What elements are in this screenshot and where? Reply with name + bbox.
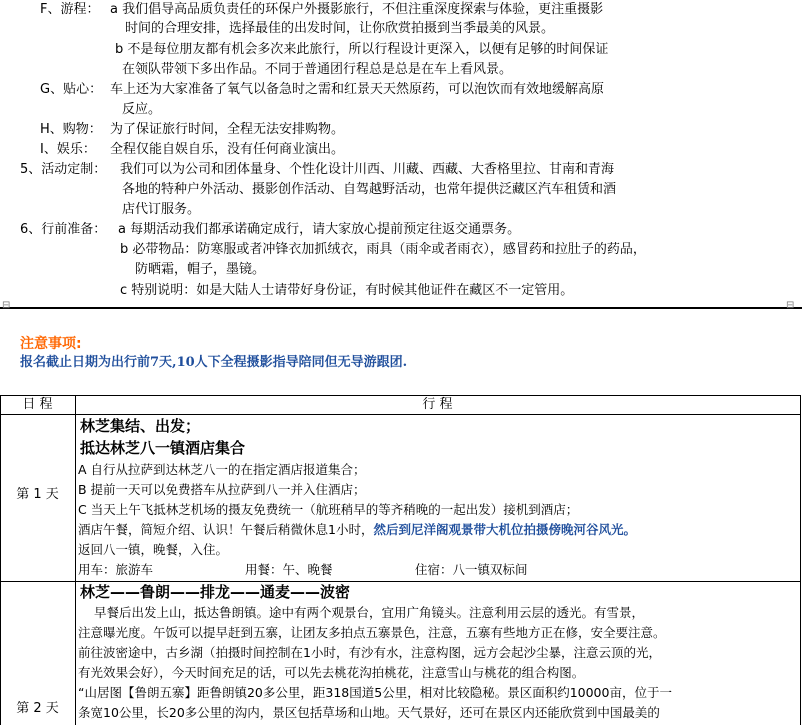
item-h-text: 为了保证旅行时间，全程无法安排购物。 — [110, 122, 345, 137]
item-6-b-line1: b 必带物品：防寒服或者冲锋衣加抓绒衣，雨具（雨伞或者雨衣），感冒药和拉肚子的药品， — [120, 242, 646, 257]
day-1-item-a: A 自行从拉萨到达林芝八一的在指定酒店报道集合； — [78, 462, 366, 477]
header-date: 日 程 — [0, 395, 75, 415]
day-1-schedule-plain: 酒店午餐，简短介绍、认识！午餐后稍微休息1小时， — [78, 522, 374, 537]
day-1-label: 第 1 天 — [16, 487, 59, 502]
table-border-left — [0, 395, 1, 725]
item-5-line1: 我们可以为公司和团体量身、个性化设计川西、川藏、西藏、大香格里拉、甘南和青海 — [120, 162, 615, 177]
item-6-b-line2: 防晒霜，帽子，墨镜。 — [135, 262, 266, 277]
day-1-title-2: 抵达林芝八一镇酒店集合 — [80, 439, 246, 457]
day-1-stay: 住宿：八一镇双标间 — [415, 562, 528, 577]
day-1-schedule — [78, 522, 636, 538]
table-column-divider — [75, 395, 76, 725]
notice-text: 报名截止日期为出行前7天,10人下全程摄影指导陪同但无导游跟团. — [20, 355, 408, 370]
table-border-right — [800, 395, 801, 725]
item-f-label: F、游程： — [40, 2, 100, 17]
item-6-c: c 特别说明：如是大陆人士请带好身份证，有时候其他证件在藏区不一定管用。 — [120, 283, 574, 298]
day-1-meal: 用餐：午、晚餐 — [245, 562, 333, 577]
itinerary-table — [0, 395, 802, 725]
day-2-para-3: 前往波密途中，古乡湖（拍摄时间控制在1小时，有沙有水，注意构图，远方会起沙尘暴，注意云顶的光， — [78, 645, 661, 660]
item-i-text: 全程仅能自娱自乐，没有任何商业演出。 — [110, 142, 345, 157]
page-break-line — [0, 307, 802, 309]
item-f-b-line1: b 不是每位朋友都有机会多次来此旅行，所以行程设计更深入，以便有足够的时间保证 — [115, 42, 609, 57]
margin-marker-right: ⊟ — [786, 300, 795, 311]
item-5-label: 5、活动定制： — [20, 162, 107, 177]
item-i-label: I、娱乐： — [40, 142, 96, 157]
day-2-para-2: 注意曝光度。午饭可以提早赶到五寨，让团友多拍点五寨景色，注意，五寨有些地方正在修，安全要注意。 — [78, 625, 666, 640]
item-f-a-line2: 时间的合理安排，选择最佳的出发时间，让你欣赏拍摄到当季最美的风景。 — [125, 21, 555, 36]
day-1-schedule-highlight: 然后到尼洋阁观景带大机位拍摄傍晚河谷风光。 — [373, 522, 636, 537]
item-6-a: a 每期活动我们都承诺确定成行，请大家放心提前预定往返交通票务。 — [118, 222, 521, 237]
day-1-item-b: B 提前一天可以免费搭车从拉萨到八一并入住酒店； — [78, 482, 366, 497]
item-5-line3: 店代订服务。 — [122, 202, 201, 217]
item-h-label: H、购物： — [40, 122, 102, 137]
day-2-para-5: “山居图【鲁朗五寨】距鲁朗镇20多公里，距318国道5公里，相对比较隐秘。景区面积约10000亩，位于一 — [78, 685, 672, 700]
item-6-label: 6、行前准备： — [20, 222, 107, 237]
day-2-label: 第 2 天 — [16, 701, 59, 716]
item-f-b-line2: 在领队带领下多出作品。不同于普通团行程总是总是在车上看风景。 — [122, 62, 513, 77]
item-g-line2: 反应。 — [122, 102, 162, 117]
day-2-title: 林芝——鲁朗——排龙——通麦——波密 — [80, 583, 351, 601]
item-g-line1: 车上还为大家准备了氧气以备急时之需和红景天天然原药，可以泡饮而有效地缓解高原 — [110, 82, 605, 97]
day-1-car: 用车：旅游车 — [78, 562, 154, 577]
day-1-item-e: 返回八一镇，晚餐，入住。 — [78, 542, 229, 557]
day-2-para-1: 早餐后出发上山，抵达鲁朗镇。途中有两个观景台，宜用广角镜头。注意利用云层的透光。有雪景， — [94, 605, 645, 620]
day-2-para-4: 有光效果会好），今天时间充足的话，可以先去桃花沟拍桃花，注意雪山与桃花的组合构图。 — [78, 665, 585, 680]
day-2-para-6: 条宽10公里，长20多公里的沟内，景区包括草场和山地。天气景好，还可在景区内还能欣赏到中国最美的 — [78, 705, 660, 720]
day-1-item-c: C 当天上午飞抵林芝机场的摄友免费统一（航班稍早的等齐稍晚的一起出发）接机到酒店； — [78, 502, 579, 517]
day-1-title-1: 林芝集结、出发； — [80, 417, 201, 435]
item-f-a-line1: a 我们倡导高品质负责任的环保户外摄影旅行，不但注重深度探索与体验，更注重摄影 — [110, 2, 604, 17]
header-itinerary: 行 程 — [75, 395, 800, 415]
item-g-label: G、贴心： — [40, 82, 103, 97]
item-5-line2: 各地的特种户外活动、摄影创作活动、自驾越野活动，也常年提供泛藏区汽车租赁和酒 — [122, 182, 617, 197]
notice-title: 注意事项: — [20, 336, 82, 352]
margin-marker-left: ⊟ — [2, 300, 11, 311]
